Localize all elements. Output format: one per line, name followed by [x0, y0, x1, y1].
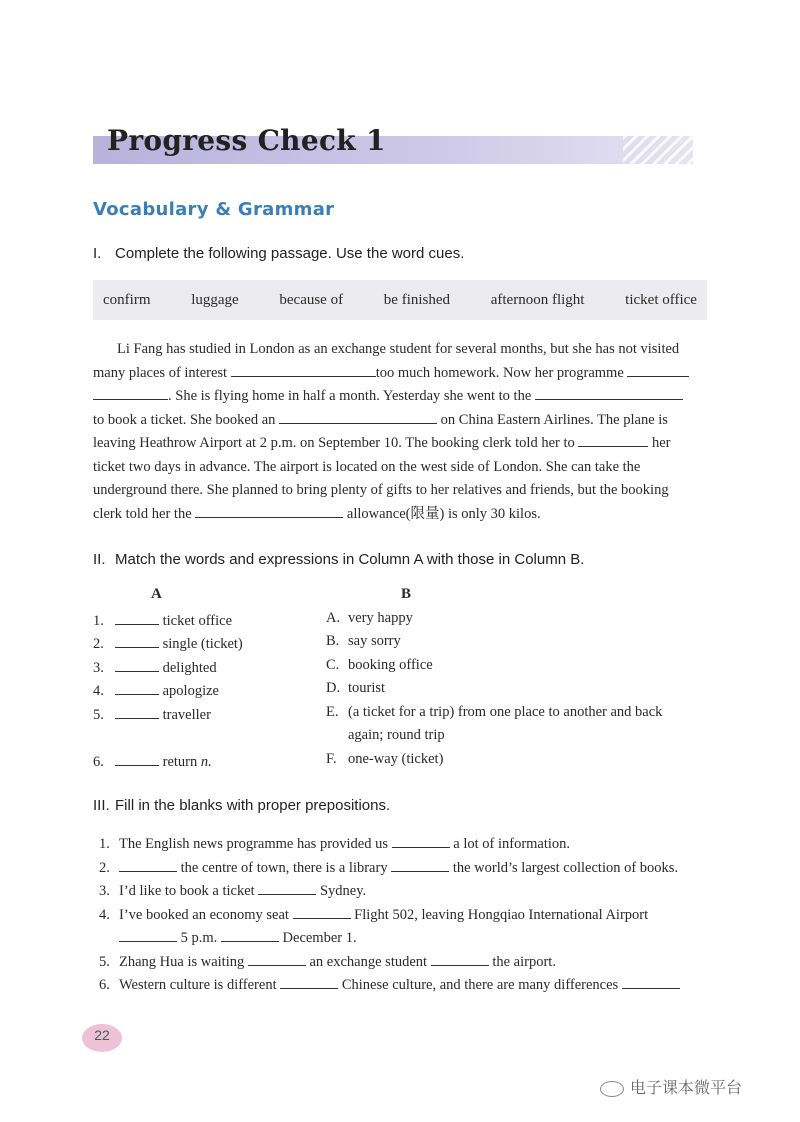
answer-blank[interactable] — [115, 751, 159, 766]
part2-instruction — [93, 551, 584, 568]
column-b-item: F. one-way (ticket) — [326, 751, 444, 767]
answer-blank[interactable] — [258, 880, 316, 895]
column-a-item: 5. traveller — [93, 704, 211, 724]
cue-word: because of — [279, 291, 344, 308]
passage-line: leaving Heathrow Airport at 2 p.m. on September 10. The booking clerk told her to her — [93, 432, 708, 456]
section-title: Vocabulary & Grammar — [93, 199, 335, 220]
part3-instruction-text: Fill in the blanks with proper prepositions. — [115, 797, 391, 814]
passage-line: to book a ticket. She booked an on China Eastern Airlines. The plane is — [93, 409, 708, 433]
answer-blank[interactable] — [392, 833, 450, 848]
page-number: 22 — [82, 1024, 122, 1052]
answer-blank[interactable] — [93, 385, 168, 400]
answer-blank[interactable] — [391, 857, 449, 872]
wechat-icon — [600, 1081, 624, 1097]
question-5: 5. Zhang Hua is waiting an exchange student the airport. — [99, 951, 556, 971]
column-a-item: 1. ticket office — [93, 610, 232, 630]
answer-blank[interactable] — [119, 927, 177, 942]
column-a-item: 2. single (ticket) — [93, 633, 243, 653]
cue-word: afternoon flight — [490, 291, 585, 308]
answer-blank[interactable] — [195, 503, 343, 518]
answer-blank[interactable] — [578, 432, 648, 447]
column-b-item: C. booking office — [326, 657, 433, 673]
cue-word: confirm — [103, 291, 151, 308]
passage-line: underground there. She planned to bring plenty of gifts to her relatives and friends, but the booking — [93, 482, 669, 498]
column-b-item: B. say sorry — [326, 633, 401, 649]
page-title: Progress Check 1 — [107, 124, 386, 157]
watermark-text: 电子课本微平台 — [630, 1078, 743, 1097]
part1-number: I. — [93, 245, 102, 262]
part2-instruction-text: Match the words and expressions in Column A with those in Column B. — [115, 551, 585, 568]
passage-line: . She is flying home in half a month. Yesterday she went to the — [93, 385, 708, 409]
passage-line: many places of interest too much homework. Now her programme — [93, 362, 708, 386]
passage-line: clerk told her the allowance(限量) is only 30 kilos. — [93, 503, 708, 527]
answer-blank[interactable] — [115, 657, 159, 672]
part3-instruction — [93, 797, 390, 814]
question-6: 6. Western culture is different Chinese culture, and there are many differences — [99, 974, 680, 994]
part1-instruction-text: Complete the following passage. Use the word cues. — [115, 245, 465, 262]
column-a-item: 4. apologize — [93, 680, 219, 700]
column-b-item: A. very happy — [326, 610, 413, 626]
passage-line: ticket two days in advance. The airport is located on the west side of London. She can take the — [93, 458, 641, 475]
answer-blank[interactable] — [115, 680, 159, 695]
answer-blank[interactable] — [535, 385, 683, 400]
column-a-heading: A — [151, 586, 162, 602]
word-cue-box — [93, 280, 707, 320]
column-b-item: E. (a ticket for a trip) from one place to another and back — [326, 704, 663, 720]
answer-blank[interactable] — [119, 857, 177, 872]
cue-word: luggage — [191, 291, 239, 308]
question-1: 1. The English news programme has provided us a lot of information. — [99, 833, 570, 853]
part3-number: III. — [93, 797, 110, 814]
answer-blank[interactable] — [293, 904, 351, 919]
answer-blank[interactable] — [115, 704, 159, 719]
column-a-item: 6. return n. — [93, 751, 212, 771]
column-b-item: D. tourist — [326, 680, 386, 696]
answer-blank[interactable] — [248, 951, 306, 966]
answer-blank[interactable] — [279, 409, 437, 424]
column-b-item-continued: again; round trip — [348, 727, 445, 743]
answer-blank[interactable] — [115, 633, 159, 648]
answer-blank[interactable] — [280, 974, 338, 989]
question-3: 3. I’d like to book a ticket Sydney. — [99, 880, 366, 900]
column-a-item: 3. delighted — [93, 657, 217, 677]
answer-blank[interactable] — [231, 362, 376, 377]
column-b-heading: B — [401, 586, 412, 602]
question-4: 4. I’ve booked an economy seat Flight 502, leaving Hongqiao International Airport — [99, 904, 648, 924]
answer-blank[interactable] — [115, 610, 159, 625]
question-2: 2. the centre of town, there is a library the world’s largest collection of books. — [99, 857, 678, 877]
passage — [93, 338, 708, 526]
answer-blank[interactable] — [622, 974, 680, 989]
answer-blank[interactable] — [431, 951, 489, 966]
cue-word: be finished — [383, 291, 451, 308]
answer-blank[interactable] — [221, 927, 279, 942]
passage-line: Li Fang has studied in London as an exchange student for several months, but she has not visited — [117, 341, 680, 357]
cue-word: ticket office — [625, 291, 697, 308]
banner-stripes — [623, 136, 693, 164]
part2-number: II. — [93, 551, 106, 568]
question-4-continued: 5 p.m. December 1. — [119, 927, 357, 947]
part1-instruction — [93, 245, 464, 262]
answer-blank[interactable] — [627, 362, 689, 377]
watermark — [600, 1075, 742, 1098]
